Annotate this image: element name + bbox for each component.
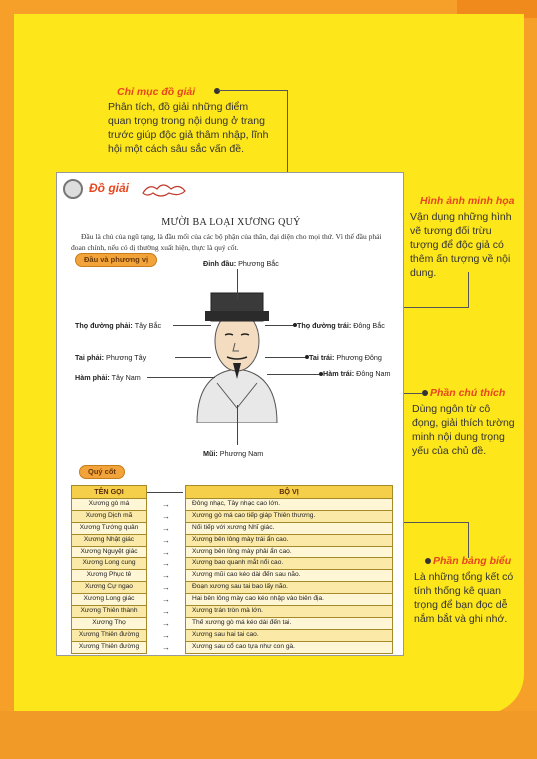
label-ham-trai: Hàm trái: Đông Nam xyxy=(323,369,391,378)
table-name-cell: Xương Nguyệt giác xyxy=(71,547,147,559)
line-tai-trai xyxy=(265,357,307,358)
scholar-illustration xyxy=(187,283,287,423)
arrow-icon: → xyxy=(162,607,170,617)
table-position-cell: Xương bên lông mày phải ẩn cao. xyxy=(185,547,393,559)
bang-bieu-line-v xyxy=(468,522,469,558)
doc-header-title: Đồ giải xyxy=(89,181,130,195)
dot-tho-trai xyxy=(293,323,297,327)
table-name-cell: Xương Nhật giác xyxy=(71,535,147,547)
table-position-cell: Nối tiếp với xương Nhĩ giác. xyxy=(185,523,393,535)
arrow-icon: → xyxy=(162,642,170,652)
chi-muc-line-h xyxy=(218,90,288,91)
line-tai-phai xyxy=(175,357,211,358)
table-positions xyxy=(185,499,393,654)
table-name-cell: Xương Dịch mã xyxy=(71,511,147,523)
pill-quy-cot: Quý cốt xyxy=(79,465,125,479)
line-dinh-dau xyxy=(237,269,238,299)
table-name-cell: Xương Thiên thành xyxy=(71,606,147,618)
bang-bieu-body: Là những tổng kết có tính thống kê quan trọng để bạn đọc dễ nắm bắt và ghi nhớ. xyxy=(414,571,514,625)
emblem-icon xyxy=(63,179,83,199)
doc-header xyxy=(63,179,183,201)
table-position-cell: Xương trán tròn mà lớn. xyxy=(185,606,393,618)
label-ham-phai: Hàm phải: Tây Nam xyxy=(75,373,141,382)
table-position-cell: Hai bên lông mày cao kéo nhập vào biên địa. xyxy=(185,594,393,606)
table-header-position: BỘ VỊ xyxy=(185,485,393,499)
arrow-icon: → xyxy=(162,523,170,533)
cloud-ornament-icon xyxy=(139,181,189,199)
header-arrow-line xyxy=(147,492,183,493)
table-position-cell: Xương sau hai tai cao. xyxy=(185,630,393,642)
table-position-cell: Xương bên lông mày trái ẩn cao. xyxy=(185,535,393,547)
chi-muc-dot xyxy=(214,88,220,94)
table-name-cell: Xương Long giác xyxy=(71,594,147,606)
table-name-cell: Xương Cự ngao xyxy=(71,582,147,594)
hinh-anh-body: Vận dụng những hình vẽ tương đối trừu tượng để độc giả có thêm ấn tượng về nội dung. xyxy=(410,211,512,279)
table-names xyxy=(71,499,147,654)
table-position-cell: Đông nhạc, Tây nhạc cao lớn. xyxy=(185,499,393,511)
label-tai-trai: Tai trái: Phương Đông xyxy=(309,353,382,362)
table-header-name: TÊN GỌI xyxy=(71,485,147,499)
arrow-icon: → xyxy=(162,618,170,628)
line-tho-trai xyxy=(265,325,295,326)
table-position-cell: Xương mũi cao kéo dài đến sau não. xyxy=(185,570,393,582)
dot-ham-trai xyxy=(319,372,323,376)
hinh-anh-title: Hình ảnh minh họa xyxy=(420,195,515,207)
label-tho-phai: Thọ đường phải: Tây Bắc xyxy=(75,321,162,330)
chu-thich-body: Dùng ngôn từ cô đọng, giải thích tường minh nội dung trọng yếu của chủ đề. xyxy=(412,403,515,457)
doc-title: MƯỜI BA LOẠI XƯƠNG QUÝ xyxy=(161,217,301,228)
arrow-icon: → xyxy=(162,595,170,605)
table-position-cell: Xương bao quanh mắt nổi cao. xyxy=(185,558,393,570)
arrow-icon: → xyxy=(162,571,170,581)
line-ham-trai xyxy=(267,374,321,375)
table-name-cell: Xương Phục tê xyxy=(71,570,147,582)
pill-dau-phuong-vi: Đầu và phương vị xyxy=(75,253,157,267)
doc-intro: Đầu là chủ của ngũ tạng, là đầu mối của các bộ phận của thân, đại diện cho mọi thứ. Vì thế đầu phải đoan chính, nếu có dị thường xuất hiện, thực là quý cốt. xyxy=(71,232,382,252)
bang-bieu-title: Phần bảng biểu xyxy=(433,555,512,567)
table-position-cell: Xương gò má cao tiếp giáp Thiên thương. xyxy=(185,511,393,523)
hinh-anh-line-v xyxy=(468,272,469,308)
table-name-cell: Xương Thọ xyxy=(71,618,147,630)
table-name-cell: Xương Thiên đường xyxy=(71,642,147,654)
table-position-cell: Thế xương gò má kéo dài đến tai. xyxy=(185,618,393,630)
line-mui xyxy=(237,405,238,445)
line-ham-phai xyxy=(147,377,215,378)
table-position-cell: Xương sau cổ cao tựa như con gà. xyxy=(185,642,393,654)
arrow-icon: → xyxy=(162,500,170,509)
arrow-icon: → xyxy=(162,559,170,569)
bang-bieu-dot xyxy=(425,558,431,564)
chi-muc-title: Chỉ mục đồ giải xyxy=(117,86,196,98)
label-dinh-dau: Đỉnh đầu: Phương Bắc xyxy=(203,259,279,268)
dot-tai-trai xyxy=(305,355,309,359)
arrow-icon: → xyxy=(162,583,170,593)
arrow-icon: → xyxy=(162,547,170,557)
arrow-icon: → xyxy=(162,511,170,521)
table-position-cell: Đoạn xương sau tai bao lấy não. xyxy=(185,582,393,594)
table-name-cell: Xương Tướng quân xyxy=(71,523,147,535)
arrow-icon: → xyxy=(162,535,170,545)
table-arrows xyxy=(149,499,183,654)
arrow-icon: → xyxy=(162,630,170,640)
line-tho-phai xyxy=(173,325,211,326)
chi-muc-body: Phân tích, đồ giải những điểm quan trọng trong nội dung ở trang trước giúp độc giả thâm nhập, lĩnh hội một cách sâu sắc vấn đề. xyxy=(108,101,269,155)
bottom-band xyxy=(0,711,537,759)
document-card xyxy=(56,172,404,656)
table-name-cell: Xương Thiên đường xyxy=(71,630,147,642)
chu-thich-title: Phần chú thích xyxy=(430,387,506,399)
table-name-cell: Xương Long cung xyxy=(71,558,147,570)
label-tai-phai: Tai phải: Phương Tây xyxy=(75,353,147,362)
table-name-cell: Xương gò má xyxy=(71,499,147,511)
label-tho-trai: Thọ đường trái: Đông Bắc xyxy=(297,321,385,330)
label-mui: Mũi: Phương Nam xyxy=(203,449,264,458)
